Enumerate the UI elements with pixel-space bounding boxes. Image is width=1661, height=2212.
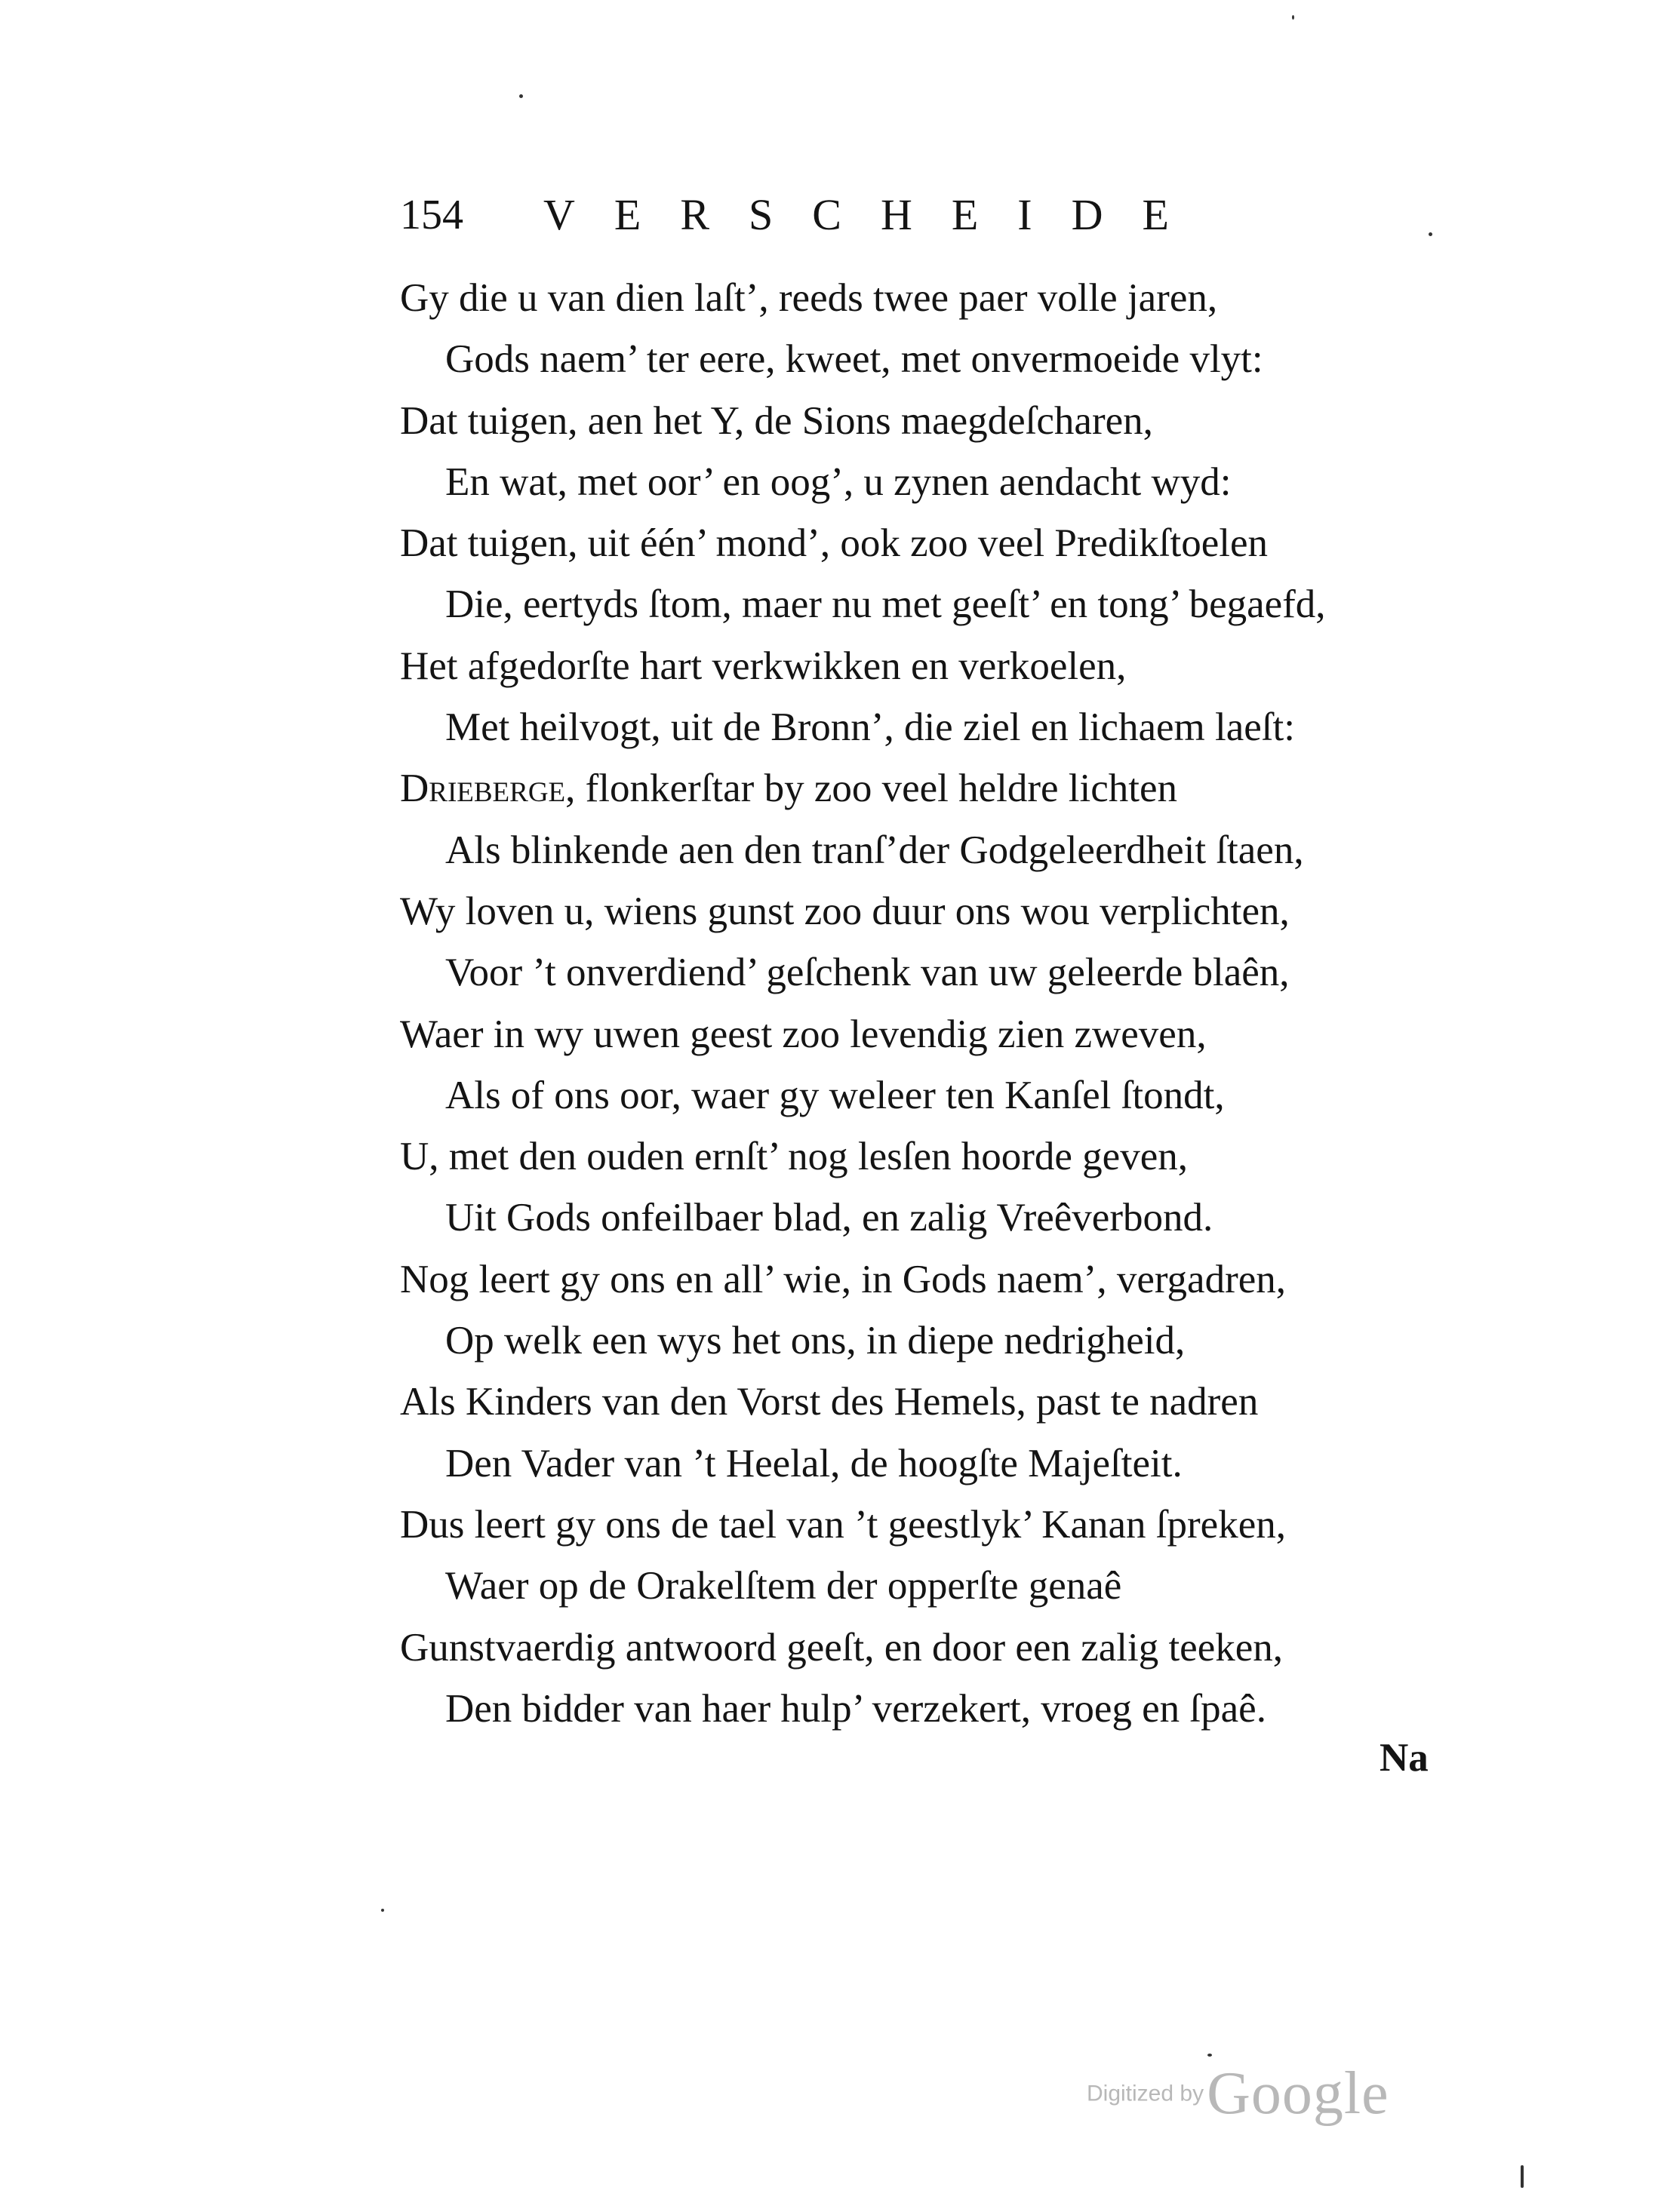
scan-speck xyxy=(1429,232,1432,236)
smallcaps-name: Driebergе xyxy=(400,767,566,811)
verse-line: Wy loven u, wiens gunst zoo duur ons wou verplichten, xyxy=(400,889,1290,933)
scan-speck xyxy=(519,94,523,98)
verse-line: Waer op de Orakelſtem der opperſte genaê xyxy=(445,1564,1122,1608)
verse-line: Dat tuigen, aen het Y, de Sions maegdeſcharen, xyxy=(400,398,1153,443)
verse-line: Den Vader van ’t Heelal, de hoogſte Majeſteit. xyxy=(445,1441,1183,1485)
verse-line: Gunstvaerdig antwoord geeſt, en door een zalig teeken, xyxy=(400,1625,1283,1670)
watermark-brand: Google xyxy=(1207,2060,1389,2127)
verse-line: U, met den ouden ernſt’ nog lesſen hoorde geven, xyxy=(400,1135,1188,1179)
verse-line: Als blinkende aen den tranſ’der Godgeleerdheit ſtaen, xyxy=(445,828,1304,872)
verse-line: Uit Gods onfeilbaer blad, en zalig Vreêverbond. xyxy=(445,1196,1213,1240)
verse-line: Met heilvogt, uit de Bronn’, die ziel en lichaem laeſt: xyxy=(445,705,1295,750)
verse-line: Als Kinders van den Vorst des Hemels, past te nadren xyxy=(400,1380,1259,1424)
scan-speck xyxy=(1292,15,1294,20)
verse-line: Op welk een wys het ons, in diepe nedrigheid, xyxy=(445,1319,1186,1363)
verse-line: Als of ons oor, waer gy weleer ten Kanſel ſtondt, xyxy=(445,1073,1225,1117)
watermark-prefix: Digitized by xyxy=(1087,2081,1204,2106)
verse-line: Gy die u van dien laſt’, reeds twee paer volle jaren, xyxy=(400,276,1218,320)
verse-line: Dus leert gy ons de tael van ’t geestlyk’ Kanan ſpreken, xyxy=(400,1502,1286,1547)
page-header xyxy=(400,181,1472,249)
verse-line: Driebergе, flonkerſtar by zoo veel heldre lichten xyxy=(400,767,1178,811)
verse-line: Voor ’t onverdiend’ geſchenk van uw geleerde blaên, xyxy=(445,951,1290,995)
verse-line: Dat tuigen, uit één’ mond’, ook zoo veel Predikſtoelen xyxy=(400,521,1268,566)
verse-line: Die, eertyds ſtom, maer nu met geeſt’ en tong’ begaefd, xyxy=(445,582,1326,627)
scan-speck xyxy=(381,1909,384,1912)
catchword: Na xyxy=(1380,1736,1429,1780)
scan-speck xyxy=(1207,2054,1212,2057)
poem-body xyxy=(400,268,1517,1740)
verse-line: Waer in wy uwen geest zoo levendig zien zweven, xyxy=(400,1012,1207,1056)
verse-line: Nog leert gy ons en all’ wie, in Gods naem’, vergadren, xyxy=(400,1257,1286,1301)
verse-line: En wat, met oor’ en oog’, u zynen aendacht wyd: xyxy=(445,459,1232,504)
verse-line: Gods naem’ ter eere, kweet, met onvermoeide vlyt: xyxy=(445,337,1263,382)
verse-line: Den bidder van haer hulp’ verzekert, vroeg en ſpaê. xyxy=(445,1686,1266,1731)
page-number: 154 xyxy=(400,192,463,238)
scan-speck xyxy=(1521,2165,1524,2188)
verse-line: Het afgedorſte hart verkwikken en verkoelen, xyxy=(400,644,1127,688)
running-title: VERSCHEIDE xyxy=(543,190,1208,239)
digitization-watermark xyxy=(1087,2060,1389,2135)
